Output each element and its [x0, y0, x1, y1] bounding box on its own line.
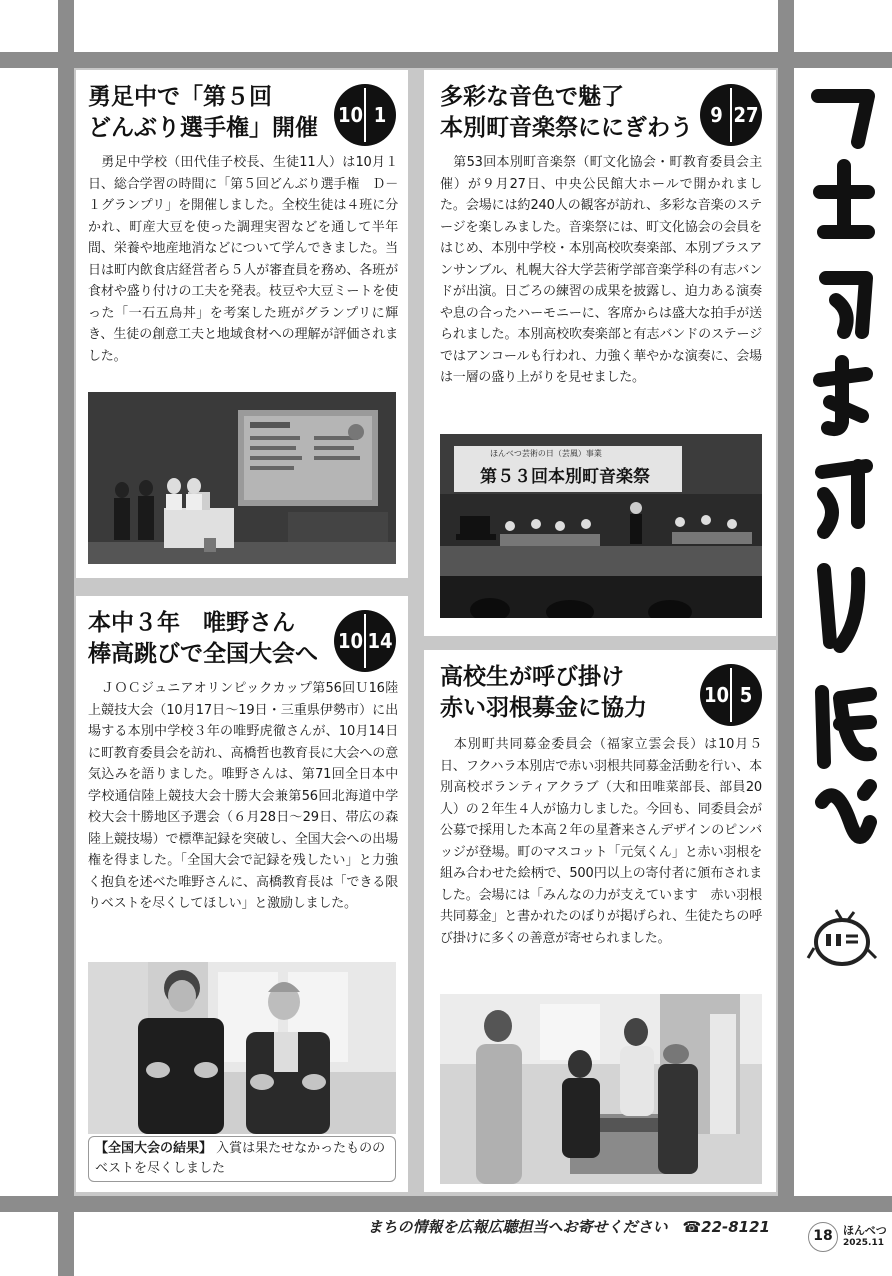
article-pole-vault	[76, 596, 408, 1192]
mascot-genki-kun	[806, 908, 878, 970]
stage-banner-main: 第５３回本別町音楽祭	[480, 467, 650, 487]
article-feather-headline-1: 高校生が呼び掛け	[440, 664, 624, 690]
badge-month: 10	[337, 629, 364, 653]
caption-text: 入賞は果たせなかったもののベストを尽くしました	[95, 1141, 386, 1176]
badge-month: 10	[703, 683, 730, 707]
photo-fundraising	[440, 994, 762, 1184]
badge-month: 10	[337, 103, 364, 127]
badge-day: 1	[373, 103, 387, 127]
article-vault-body: ＪＯＣジュニアオリンピックカップ第56回Ｕ16陸上競技大会（10月17日〜19日・三重県伊勢市）に出場する本別中学校３年の唯野虎徹さんが、10月14日に町教育委員会を訪れ、高橋哲也教育長に大会への意気込みを語りました。唯野さんは、第71回全日本中学校通信陸上競技大会十勝大会兼第56回北海道中学校大会十勝地区予選会（６月28日〜29日、帯広の森陸上競技場）で標準記録を突破し、全国大会への出場権を得ました。「全国大会で記録を残したい」と力強く抱負を述べた唯野さんに、高橋教育長は「できる限りベストを尽くしてほしい」と激励しました。	[88, 681, 398, 911]
badge-day: 5	[739, 683, 753, 707]
footer-contact: まちの情報を広報広聴担当へお寄せください ☎22-8121	[367, 1218, 770, 1236]
article-music-festival	[424, 70, 776, 636]
article-vault-headline-1: 本中３年 唯野さん	[88, 610, 295, 636]
publication-name: ほんべつ	[843, 1224, 887, 1237]
badge-day: 14	[367, 629, 393, 653]
stage-banner-small: ほんべつ芸術の日（芸風）事業	[490, 449, 602, 458]
photo-caption-box	[88, 1136, 396, 1182]
photo-vault-students	[88, 962, 396, 1134]
photo-music-stage	[440, 434, 762, 618]
date-badge	[334, 84, 396, 146]
date-badge	[700, 664, 762, 726]
article-vault-headline-2: 棒高跳びで全国大会へ	[88, 641, 318, 667]
issue-date: 2025.11	[843, 1238, 884, 1248]
date-badge	[700, 84, 762, 146]
side-title	[800, 82, 884, 882]
article-feather-headline-2: 赤い羽根募金に協力	[440, 695, 647, 721]
article-donburi-headline-1: 勇足中で「第５回	[88, 84, 272, 110]
bottom-bar	[0, 1196, 892, 1212]
article-donburi	[76, 70, 408, 578]
photo-donburi-presentation	[88, 392, 396, 564]
badge-day: 27	[733, 103, 759, 127]
article-red-feather	[424, 650, 776, 1192]
page-number: 18	[808, 1222, 838, 1252]
article-donburi-body: 勇足中学校（田代佳子校長、生徒11人）は10月１日、総合学習の時間に「第５回どんぶり選手権 Ｄ－１グランプリ」を開催しました。全校生徒は４班に分かれ、町産大豆を使った調理実習などを通して半年間、栄養や地産地消などについて学んできました。当日は町内飲食店経営者ら５人が審査員を務め、各班が食材や盛り付けの工夫を発表。枝豆や大豆ミートを使った「一石五鳥丼」を考案した班がグランプリに輝き、生徒の創意工夫と地域食材への理解が評価されました。	[88, 155, 398, 364]
date-badge	[334, 610, 396, 672]
left-column-bar	[58, 0, 74, 1276]
badge-month: 9	[710, 103, 723, 127]
top-bar	[0, 52, 892, 68]
article-music-headline-1: 多彩な音色で魅了	[440, 84, 624, 110]
right-column-bar	[778, 0, 794, 1212]
article-feather-body: 本別町共同募金委員会（福家立雲会長）は10月５日、フクハラ本別店で赤い羽根共同募金活動を行い、本別高校ボランティアクラブ（大和田唯菜部長、部員20人）の２年生４人が協力しました。今回も、同委員会が公募で採用した本高２年の星蒼来さんデザインのピンバッジが登場。町のマスコット「元気くん」と赤い羽根を組み合わせた絵柄で、500円以上の寄付者に頒布されました。会場には「みんなの力が支えています 赤い羽根共同募金」と書かれたのぼりが掲げられ、生徒たちの呼び掛けに多くの善意が寄せられました。	[440, 737, 762, 946]
caption-heading: 【全国大会の結果】	[95, 1141, 213, 1156]
article-music-body: 第53回本別町音楽祭（町文化協会・町教育委員会主催）が９月27日、中央公民館大ホールで開かれました。会場には約240人の観客が訪れ、多彩な音楽のステージを楽しみました。音楽祭には、町文化協会の会員をはじめ、本別中学校・本別高校吹奏楽部、本別ブラスアンサンブル、札幌大谷大学芸術学部音楽学科の有志バンドが出演。日ごろの練習の成果を披露し、迫力ある演奏や息の合ったハーモニーに、客席からは盛大な拍手が送られました。本別高校吹奏楽部と有志バンドのステージではアンコールも行われ、力強く華やかな演奏に、会場は一層の盛り上がりを見せました。	[440, 155, 762, 385]
article-music-headline-2: 本別町音楽祭ににぎわう	[440, 115, 693, 141]
article-donburi-headline-2: どんぶり選手権」開催	[88, 115, 318, 141]
